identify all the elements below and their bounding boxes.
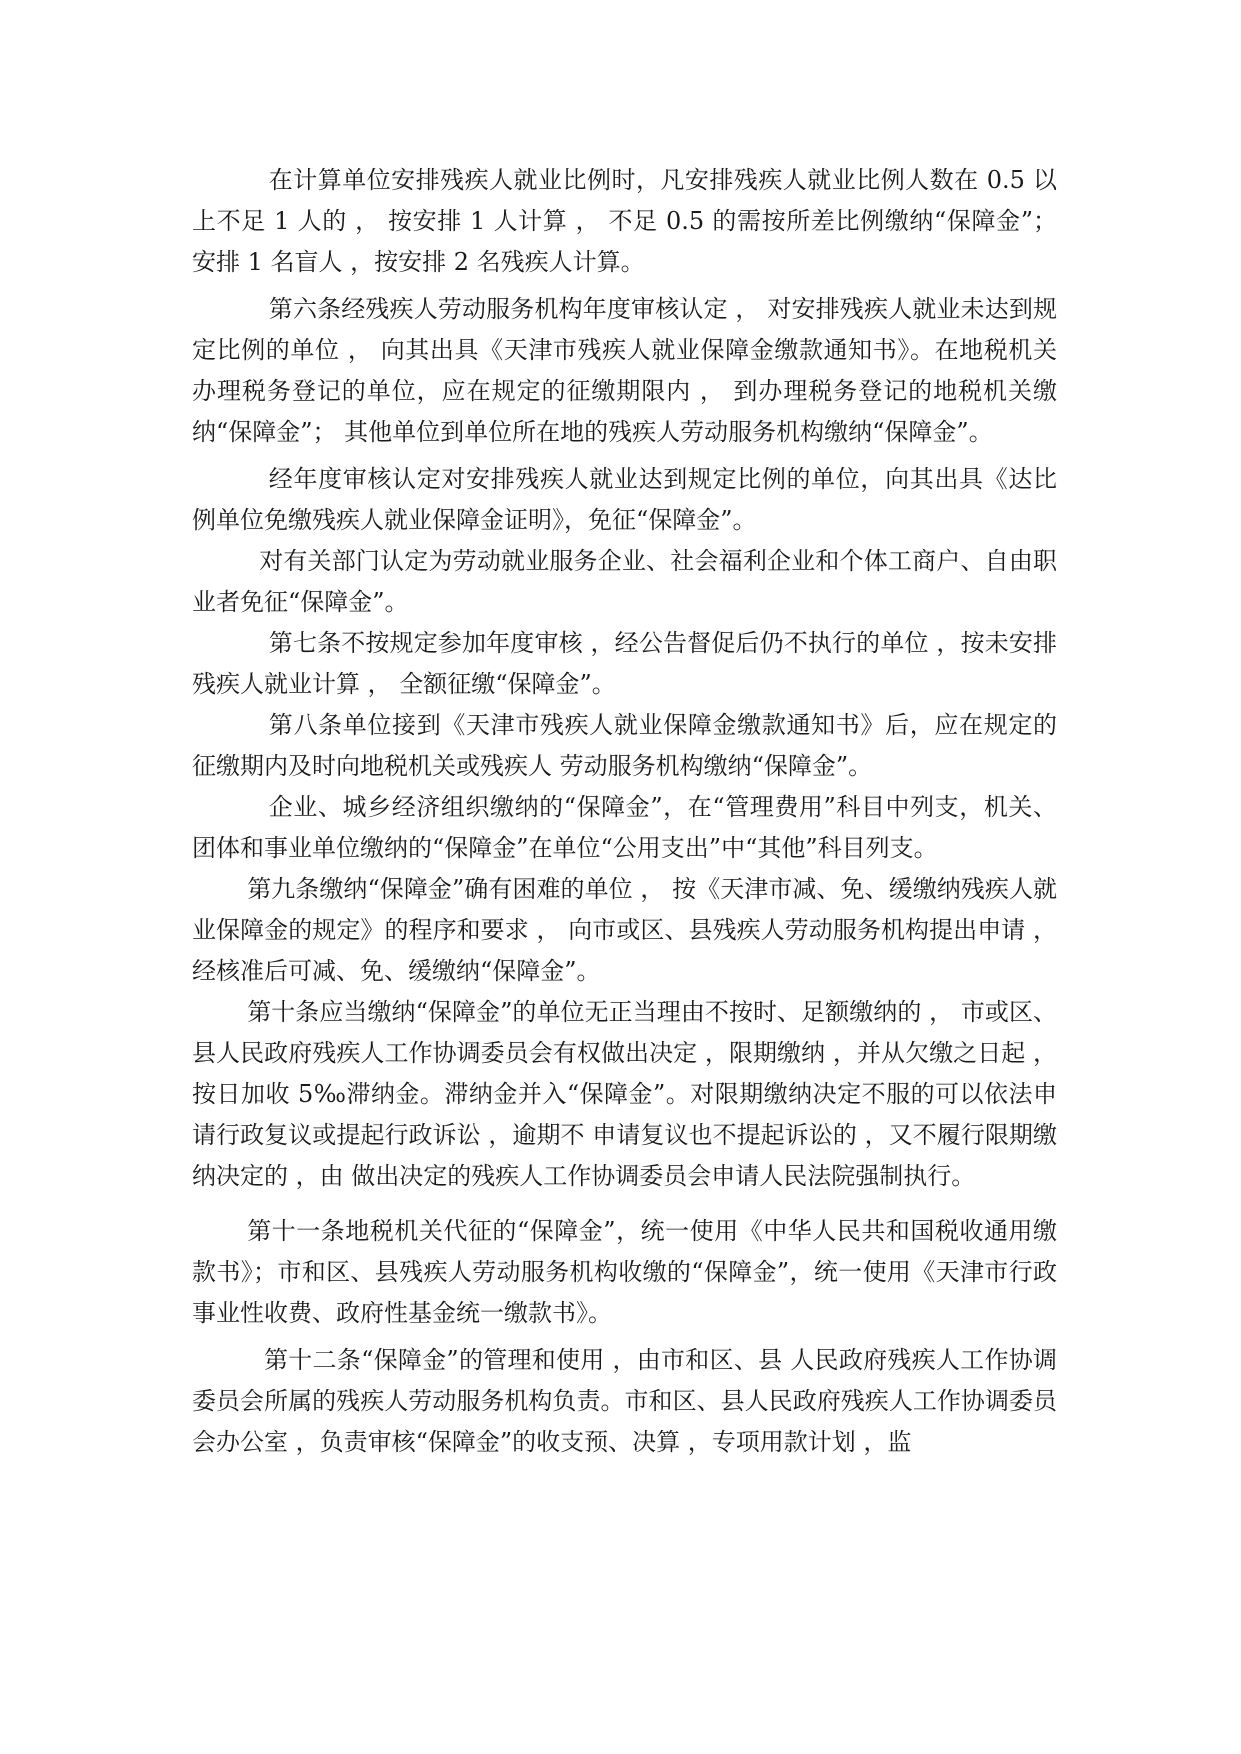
paragraph-exemption-certificate: 经年度审核认定对安排残疾人就业达到规定比例的单位，向其出具《达比例单位免缴残疾人就业保障金证明》，免征“保障金”。 bbox=[192, 465, 1057, 534]
paragraph-article-9: 第九条缴纳“保障金”确有困难的单位 ， 按《天津市减、免、缓缴纳残疾人就业保障金的规定》的程序和要求 ， 向市或区、县残疾人劳动服务机构提出申请 ， 经核准后可减、免、缓缴纳“保障金”。 bbox=[192, 875, 1057, 985]
paragraph-article-6: 第六条经残疾人劳动服务机构年度审核认定 ， 对安排残疾人就业未达到规定比例的单位 ， 向其出具《天津市残疾人就业保障金缴款通知书》。在地税机关办理税务登记的单位，应在规定的征缴期限内 ， 到办理税务登记的地税机关缴纳“保障金”； 其他单位到单位所在地的残疾人劳动服务机构缴纳“保障金”。 bbox=[192, 295, 1057, 446]
paragraph-exempt-entities: 对有关部门认定为劳动就业服务企业、社会福利企业和个体工商户、自由职业者免征“保障金”。 bbox=[192, 547, 1057, 616]
paragraph-article-8: 第八条单位接到《天津市残疾人就业保障金缴款通知书》后，应在规定的征缴期内及时向地税机关或残疾人 劳动服务机构缴纳“保障金”。 bbox=[192, 711, 1057, 780]
paragraph-article-11: 第十一条地税机关代征的“保障金”，统一使用《中华人民共和国税收通用缴款书》；市和区、县残疾人劳动服务机构收缴的“保障金”，统一使用《天津市行政事业性收费、政府性基金统一缴款书》。 bbox=[192, 1217, 1057, 1327]
paragraph-article-7: 第七条不按规定参加年度审核 ，经公告督促后仍不执行的单位 ，按未安排残疾人就业计算 ， 全额征缴“保障金”。 bbox=[192, 629, 1057, 698]
paragraph-expense-accounting: 企业、城乡经济组织缴纳的“保障金”，在“管理费用”科目中列支，机关、团体和事业单位缴纳的“保障金”在单位“公用支出”中“其他”科目列支。 bbox=[192, 793, 1057, 862]
paragraph-article-12: 第十二条“保障金”的管理和使用 ，由市和区、县 人民政府残疾人工作协调委员会所属的残疾人劳动服务机构负责。市和区、县人民政府残疾人工作协调委员会办公室 ，负责审核“保障金”的收支预、决算 ，专项用款计划 ，监 bbox=[192, 1346, 1057, 1456]
paragraph-article-10: 第十条应当缴纳“保障金”的单位无正当理由不按时、足额缴纳的 ， 市或区、县人民政府残疾人工作协调委员会有权做出决定 ，限期缴纳 ，并从欠缴之日起 ， 按日加收 5‰滞纳金。滞纳金并入“保障金”。对限期缴纳决定不服的可以依法申请行政复议或提起行政诉讼 ，逾期不 申请复议也不提起诉讼的 ，又不履行限期缴纳决定的 ，由 做出决定的残疾人工作协调委员会申请人民法院强制执行。 bbox=[192, 998, 1057, 1190]
document-body bbox=[192, 160, 1057, 1463]
paragraph-disability-ratio: 在计算单位安排残疾人就业比例时，凡安排残疾人就业比例人数在 0.5 以上不足 1 人的 ， 按安排 1 人计算 ， 不足 0.5 的需按所差比例缴纳“保障金”； 安排 1 名盲人 ，按安排 2 名残疾人计算。 bbox=[192, 166, 1057, 276]
